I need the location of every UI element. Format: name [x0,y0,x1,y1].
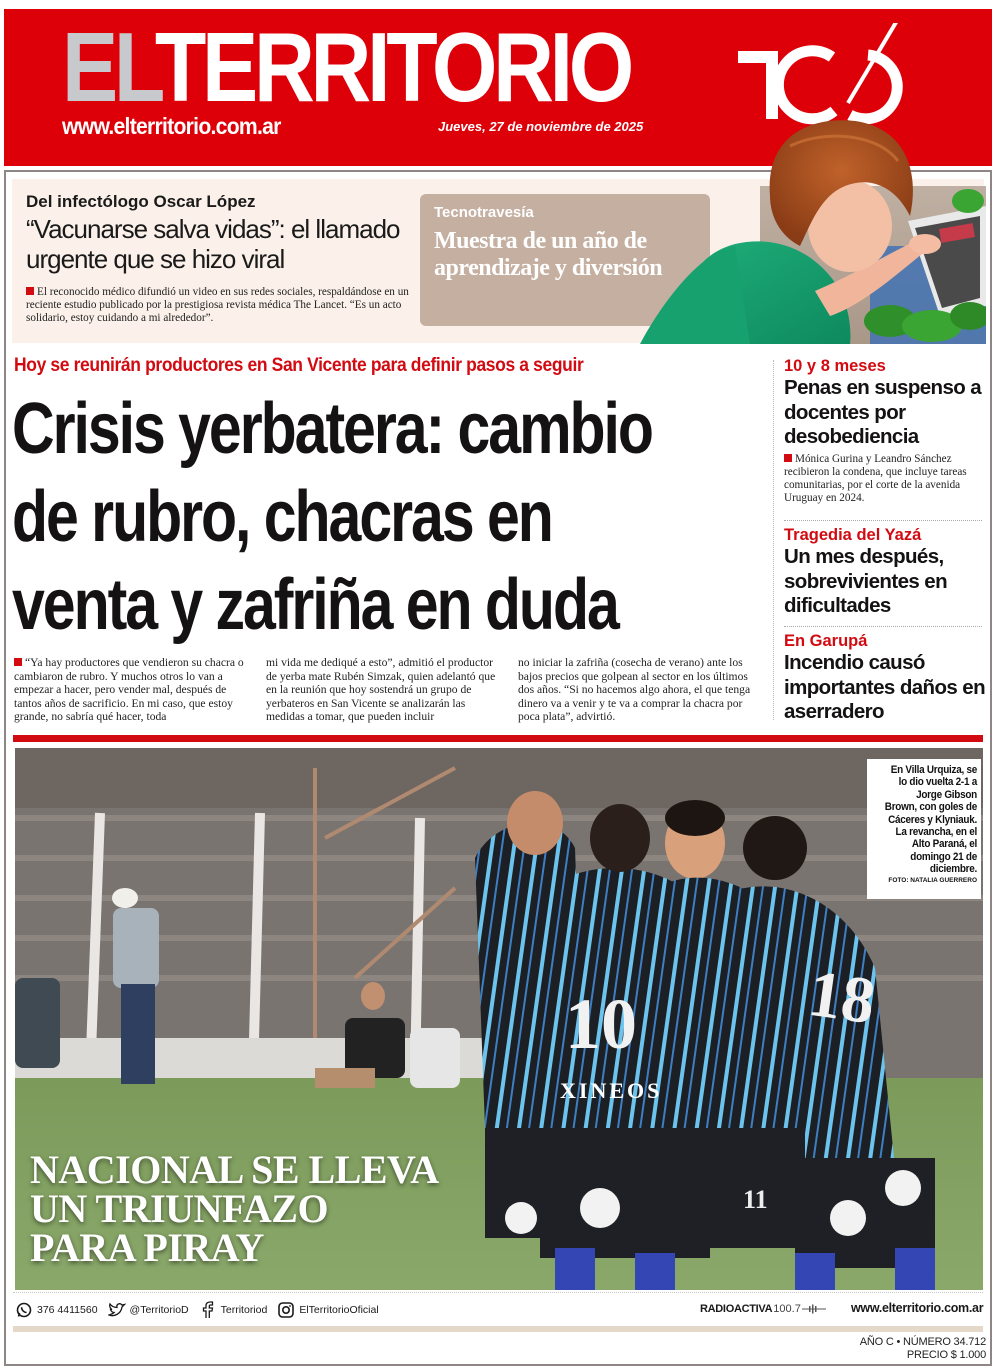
bullet-square-icon [26,287,34,295]
whatsapp-number[interactable]: 376 4411560 [37,1304,98,1316]
teaser-headline-vacunarse[interactable]: “Vacunarse salva vidas”: el llamado urgente que se hizo viral [26,214,400,274]
teaser-summary-text: El reconocido médico difundió un video en sus redes sociales, respaldándose en un reciente estudio publicado por la prestigiosa revista médica The Lancet. “Es un acto solidario, estoy cuidando a mi alrededor”. [26,286,409,324]
footer-website-link[interactable]: www.elterritorio.com.ar [851,1301,984,1315]
photo-caption-box [867,759,981,899]
boy-with-tablet-photo[interactable] [640,76,986,344]
sidebar-headline: Penas en suspenso a docentes por desobediencia [784,376,982,448]
issue-info [860,1336,986,1362]
instagram-handle[interactable]: ElTerritorioOficial [299,1304,379,1316]
svg-text:10: 10 [565,984,637,1064]
main-story-column-3: no iniciar la zafriña (cosecha de verano) ante los bajos precios que golpean al sector en los últimos dos años. “Si no hacemos algo ahora, el que tenga dinero va a venir y te va a comprar la chacra por poca plata”, advirtió. [518,656,751,724]
radio-frequency: 100.7 [773,1303,801,1315]
masthead-website-link[interactable]: www.elterritorio.com.ar [62,113,281,139]
main-story-kicker: Hoy se reunirán productores en San Vicente para definir pasos a seguir [14,355,584,376]
sports-headline-line: NACIONAL SE LLEVA [30,1147,439,1192]
svg-text:11: 11 [743,1185,768,1214]
sidebar-kicker: Tragedia del Yazá [784,526,922,544]
sidebar-summary [784,453,990,505]
main-story-column-2: mi vida me dediqué a esto”, admitió el productor de yerba mate Rubén Simzak, quien adelantó que en la reunión que hoy sostendrá un grupo de yerbateros en San Vicente se analizarán las medidas a tomar, que pueden incluir [266,656,496,724]
photo-credit: FOTO: NATALIA GUERRERO [888,876,977,884]
sidebar-summary-text: Mónica Gurina y Leandro Sánchez recibieron la condena, que incluye tareas comunitarias, por el corte de la avenida Uruguay en 2024. [784,452,967,504]
sports-headline-line: UN TRIUNFAZO [30,1186,329,1231]
twitter-icon[interactable] [108,1301,126,1319]
teaser-summary [26,286,412,325]
tecnotravesia-headline[interactable]: Muestra de un año de aprendizaje y diversión [434,228,663,281]
issue-date: Jueves, 27 de noviembre de 2025 [438,119,644,134]
main-headline-line: Crisis yerbatera: cambio [12,389,652,469]
tecnotravesia-kicker: Tecnotravesía [434,204,534,221]
section-divider-red [13,735,983,742]
sidebar-headline: Un mes después, sobrevivientes en dificultades [784,545,947,617]
main-headline-line: venta y zafriña en duda [12,565,618,645]
sidebar-separator [784,626,982,627]
bullet-square-icon [784,454,792,462]
teaser-kicker: Del infectólogo Oscar López [26,192,256,211]
sidebar-story-garupa[interactable] [784,631,990,725]
facebook-handle[interactable]: Territoriod [220,1304,268,1316]
radio-name: RADIOACTIVA [700,1303,773,1315]
photo-caption: En Villa Urquiza, se lo dio vuelta 2-1 a Jorge Gibson Brown, con goles de Cáceres y Klyniauk. La revancha, en el Alto Paraná, el domingo 21 de diciembre. [884,764,977,876]
whatsapp-icon[interactable] [15,1301,33,1319]
main-headline[interactable] [12,385,652,649]
main-headline-line: de rubro, chacras en [12,477,552,557]
sports-headline[interactable] [30,1147,439,1270]
svg-text:18: 18 [803,956,880,1039]
svg-text:XINEOS: XINEOS [560,1078,663,1103]
facebook-icon[interactable] [199,1301,217,1319]
bullet-square-icon [14,658,22,666]
twitter-handle[interactable]: @TerritorioD [129,1304,189,1316]
logo-name: TERRITORIO [154,12,631,122]
sports-headline-line: PARA PIRAY [30,1225,264,1270]
soundwave-icon [801,1304,827,1314]
sidebar-story-docentes[interactable] [784,356,990,505]
main-story-text: “Ya hay productores que vendieron su chacra o cambiaron de rubro. Y muchos otros lo van a empezar a hacer, pero vender mal, después de tantos años de sacrificio. En mi caso, que estoy grande, no sabría qué hacer, toda [14,656,244,724]
main-story-column-1 [14,656,252,724]
sidebar-separator [784,520,982,521]
issue-number: AÑO C • NÚMERO 34.712 [859,1336,986,1348]
column-divider [773,360,774,720]
sidebar-headline: Incendio causó importantes daños en aserradero [784,651,986,723]
issue-price: PRECIO $ 1.000 [906,1349,986,1361]
social-links [15,1299,385,1321]
footer-tan-bar [13,1326,983,1332]
footer-divider [13,1292,983,1293]
newspaper-logo[interactable] [62,12,631,122]
instagram-icon[interactable] [277,1301,295,1319]
radio-sponsor[interactable] [700,1303,827,1315]
sidebar-kicker: En Garupá [784,632,868,650]
logo-prefix: EL [62,12,155,122]
sidebar-story-yaza[interactable] [784,525,990,619]
sidebar-kicker: 10 y 8 meses [784,357,886,375]
